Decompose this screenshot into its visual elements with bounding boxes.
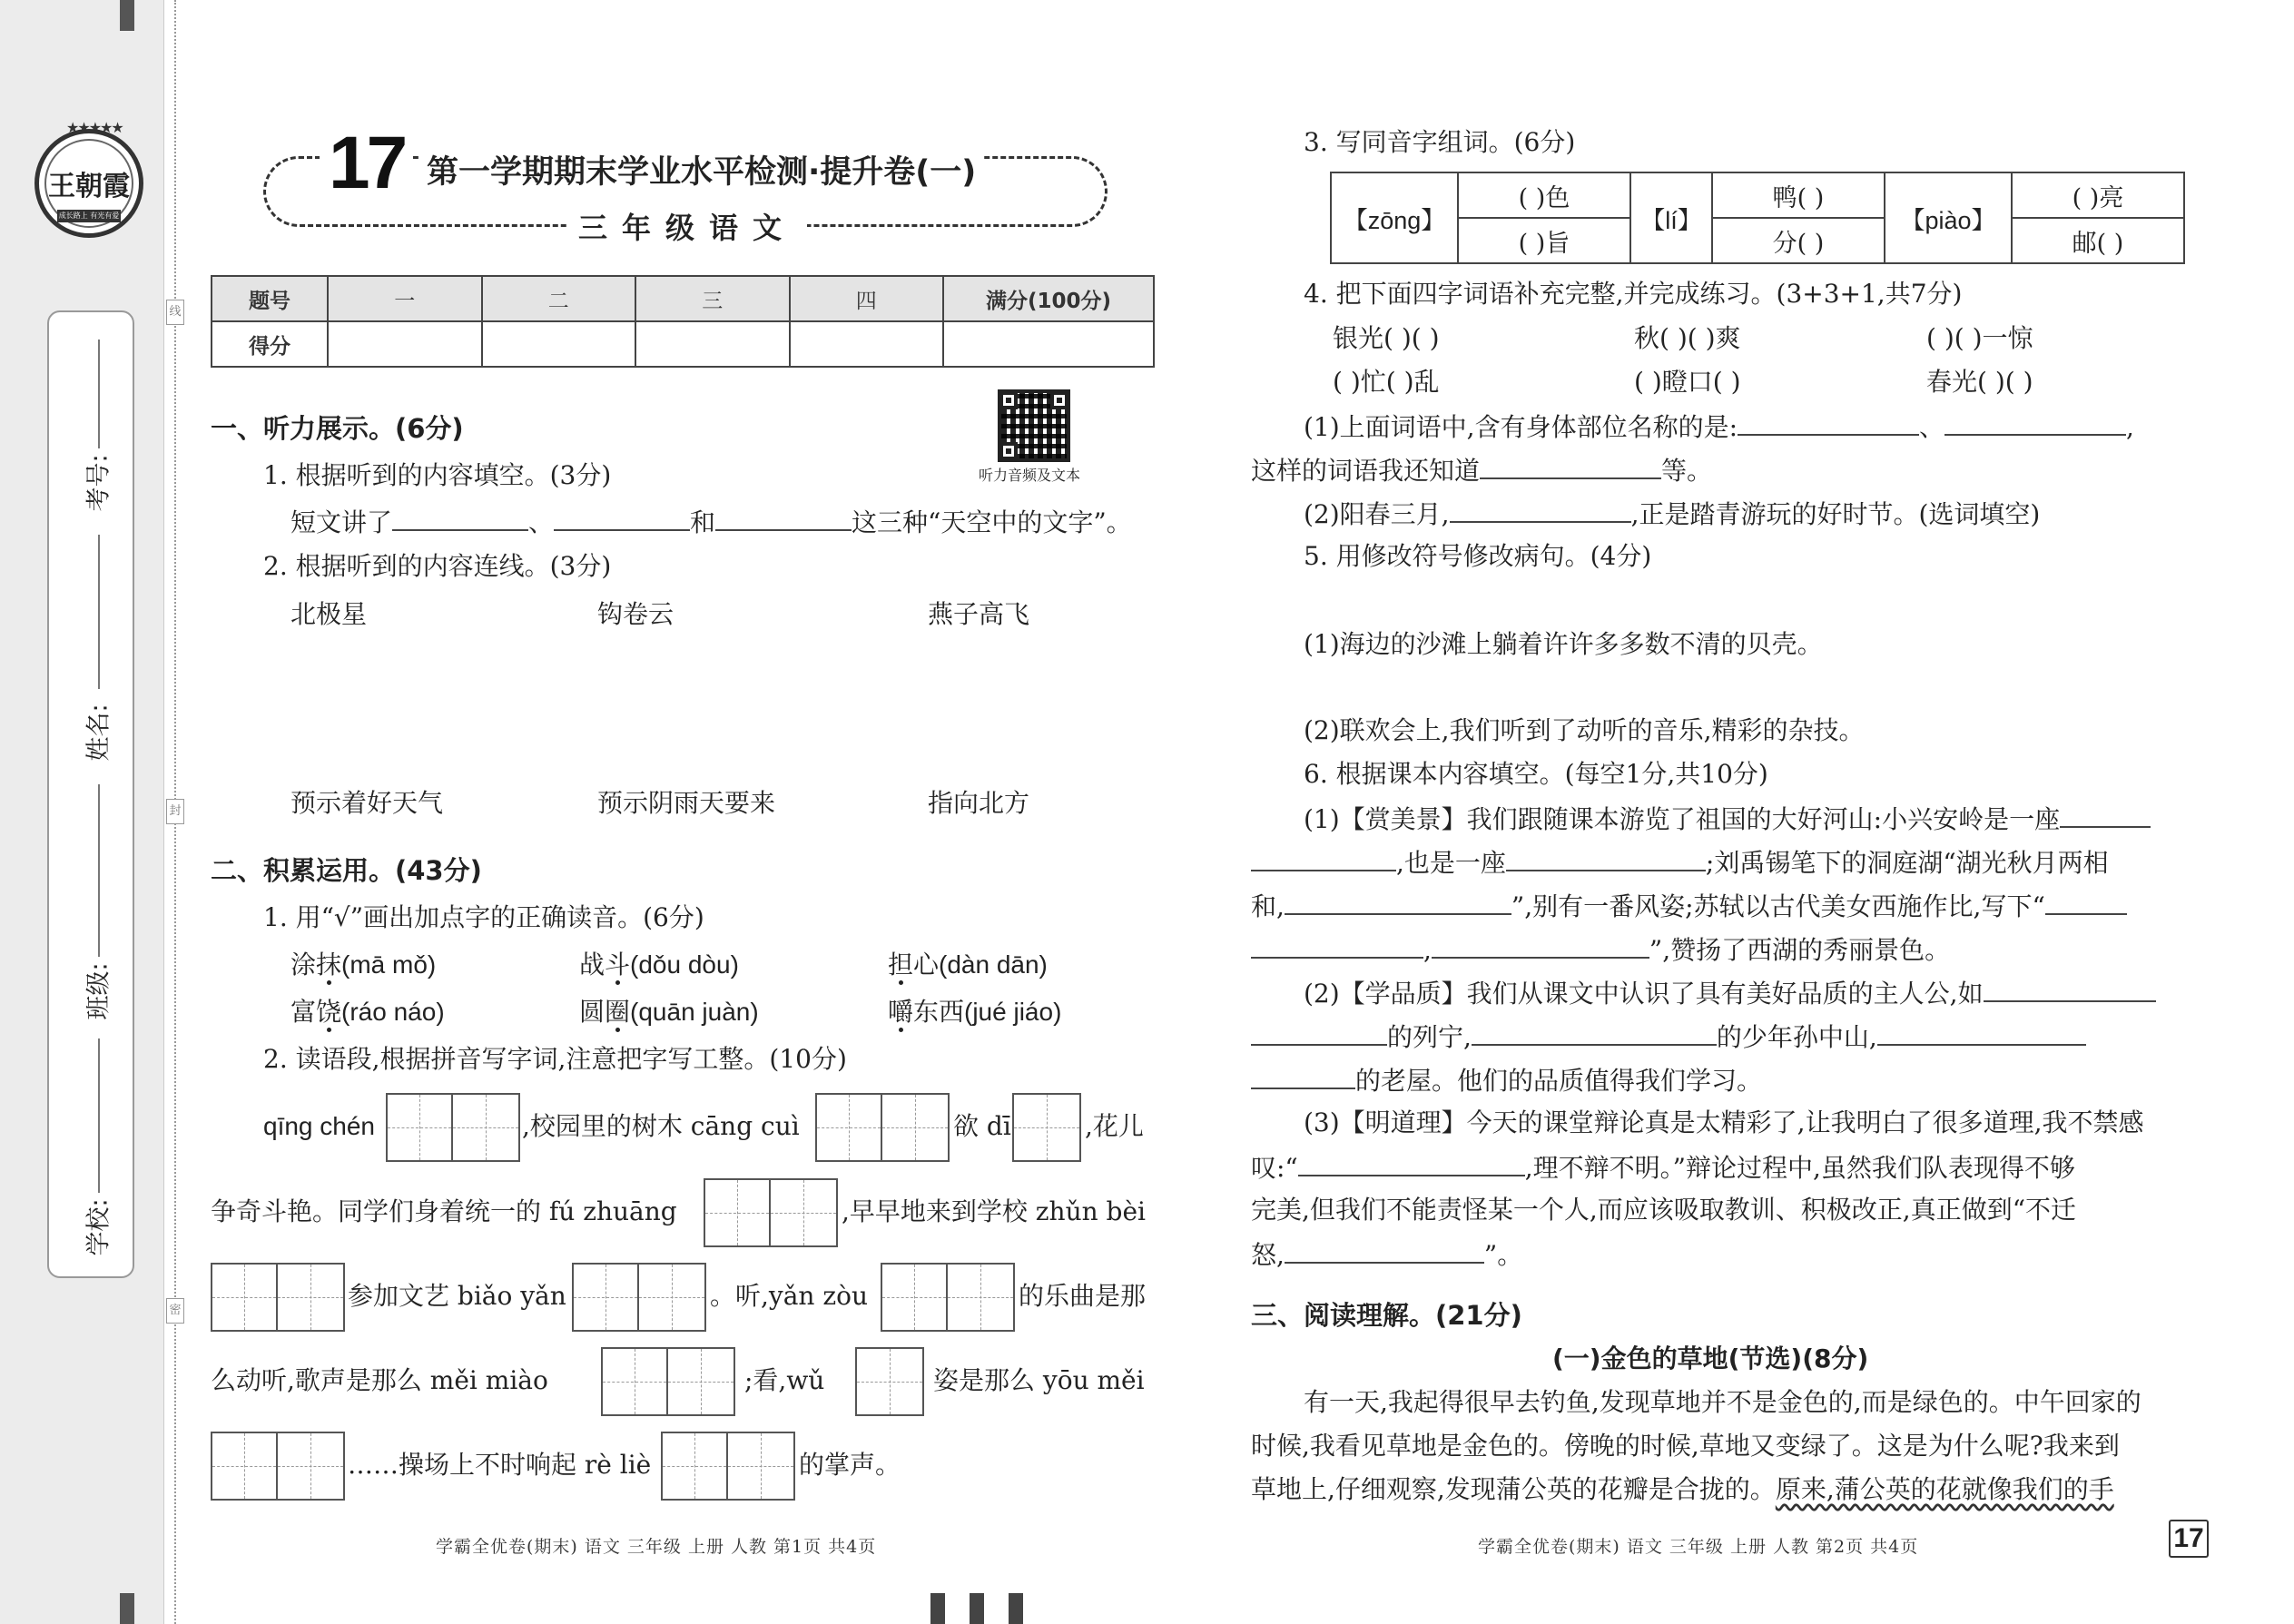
writing-grid[interactable] <box>881 1263 1015 1332</box>
homophone-table <box>1330 172 2185 264</box>
crown-icon: ★★★★★ <box>66 119 123 136</box>
pinyin-prompt: qīng chén <box>263 1112 375 1140</box>
answer-blank[interactable] <box>1298 1151 1525 1176</box>
fill-line: 和, ”,别有一番风姿;苏轼以古代美女西施作比,写下“ <box>1251 890 2127 922</box>
score-header-cell: 三 <box>635 276 790 321</box>
answer-blank[interactable] <box>1984 977 2156 1002</box>
homophone-key: 【lí】 <box>1630 172 1712 263</box>
match-item-top[interactable]: 北极星 <box>290 599 368 629</box>
answer-blank[interactable] <box>715 506 852 531</box>
homophone-cell[interactable]: 分( ) <box>1712 218 1885 263</box>
answer-blank[interactable] <box>554 506 690 531</box>
paper-number: 17 <box>320 121 413 206</box>
logo-band: 成长路上 有光有爱 <box>57 210 121 222</box>
fill-line: 短文讲了 、 和 这三种“天空中的文字”。 <box>290 507 1132 537</box>
score-input-cell[interactable] <box>328 321 482 367</box>
passage-text: 么动听,歌声是那么 měi miào <box>211 1365 548 1395</box>
answer-blank[interactable] <box>2045 890 2127 915</box>
homophone-cell[interactable]: 鸭( ) <box>1712 172 1885 218</box>
idiom-fill[interactable]: ( )( )一惊 <box>1926 323 2033 353</box>
fill-line: 完美,但我们不能责怪某一个人,而应该吸取教训、积极改正,真正做到“不迁 <box>1251 1195 2077 1225</box>
page-number-badge: 17 <box>2169 1520 2209 1558</box>
writing-grid[interactable] <box>1012 1093 1081 1162</box>
answer-blank[interactable] <box>1285 890 1511 915</box>
writing-grid[interactable] <box>572 1263 706 1332</box>
passage-text: ,花儿 <box>1085 1111 1144 1141</box>
passage-text: 欲 dī <box>953 1111 1011 1141</box>
fill-line: (2)阳春三月, ,正是踏青游玩的好时节。(选词填空) <box>1304 499 2041 529</box>
pinyin-choice[interactable]: 嚼东西(jué jiáo) <box>888 997 1062 1027</box>
passage-text: ,校园里的树木 cāng cuì <box>522 1111 800 1141</box>
score-header-cell: 题号 <box>212 276 328 321</box>
logo-text: 王朝霞 <box>48 171 130 202</box>
section-heading: 一、听力展示。(6分) <box>211 413 464 444</box>
seal-char: 线 <box>166 300 184 325</box>
writing-grid[interactable] <box>211 1432 345 1501</box>
crop-mark <box>1009 1593 1023 1624</box>
passage-text: ;看,wǔ <box>744 1365 825 1395</box>
idiom-fill[interactable]: ( )瞪口( ) <box>1634 367 1741 397</box>
score-header-cell: 一 <box>328 276 482 321</box>
idiom-fill[interactable]: 秋( )( )爽 <box>1634 323 1741 353</box>
fill-line: (1)【赏美景】我们跟随课本游览了祖国的大好河山:小兴安岭是一座 <box>1304 802 2151 835</box>
match-item-bottom[interactable]: 预示阴雨天要来 <box>597 788 776 818</box>
qr-code-icon[interactable] <box>998 389 1070 462</box>
crop-mark <box>930 1593 945 1624</box>
score-input-cell[interactable] <box>635 321 790 367</box>
student-info-box <box>47 310 134 1278</box>
pinyin-choice[interactable]: 涂抹(mā mǒ) <box>290 950 437 979</box>
score-header-cell: 二 <box>482 276 636 321</box>
write-line[interactable] <box>98 1038 100 1193</box>
writing-grid[interactable] <box>386 1093 520 1162</box>
fill-line: (3)【明道理】今天的课堂辩论真是太精彩了,让我明白了很多道理,我不禁感 <box>1304 1107 2144 1137</box>
qr-caption: 听力音频及文本 <box>979 467 1081 484</box>
answer-blank[interactable] <box>1944 410 2126 436</box>
score-input-cell[interactable] <box>790 321 944 367</box>
match-item-top[interactable]: 燕子高飞 <box>928 599 1030 629</box>
field-school: 学校: <box>84 1198 113 1256</box>
passage-text: ,早早地来到学校 zhǔn bèi <box>842 1196 1147 1226</box>
question-text: 3. 写同音字组词。(6分) <box>1304 127 1576 157</box>
match-item-top[interactable]: 钩卷云 <box>597 599 674 629</box>
field-exam-no: 考号: <box>84 454 113 512</box>
idiom-fill[interactable]: 银光( )( ) <box>1333 323 1440 353</box>
section-heading: 二、积累运用。(43分) <box>211 855 482 886</box>
page-footer: 学霸全优卷(期末) 语文 三年级 上册 人教 第1页 共4页 <box>436 1537 877 1557</box>
wavy-underlined-text: 原来,蒲公英的花就像我们的手 <box>1775 1474 2114 1504</box>
publisher-logo <box>34 119 143 238</box>
writing-grid[interactable] <box>601 1347 735 1416</box>
fill-line: (1)上面词语中,含有身体部位名称的是: 、 , <box>1304 412 2134 442</box>
fill-line: 的老屋。他们的品质值得我们学习。 <box>1251 1064 1762 1097</box>
answer-blank[interactable] <box>1450 497 1631 523</box>
score-header-cell: 满分(100分) <box>943 276 1154 321</box>
answer-blank[interactable] <box>1251 1020 1387 1046</box>
writing-grid[interactable] <box>855 1347 924 1416</box>
answer-blank[interactable] <box>1251 846 1396 871</box>
answer-blank[interactable] <box>1877 1020 2086 1046</box>
answer-blank[interactable] <box>1506 846 1706 871</box>
fill-line: ,也是一座 ;刘禹锡笔下的洞庭湖“湖光秋月两相 <box>1251 846 2109 879</box>
qr-finder <box>1050 391 1068 409</box>
page-footer: 学霸全优卷(期末) 语文 三年级 上册 人教 第2页 共4页 <box>1478 1537 1919 1557</box>
passage-text: 的乐曲是那 <box>1019 1281 1147 1311</box>
answer-blank[interactable] <box>1285 1238 1484 1264</box>
question-text: 1. 根据听到的内容填空。(3分) <box>263 460 612 490</box>
question-text: 6. 根据课本内容填空。(每空1分,共10分) <box>1304 759 1768 789</box>
passage-text: 争奇斗艳。同学们身着统一的 fú zhuāng <box>211 1196 677 1226</box>
reading-line: 草地上,仔细观察,发现蒲公英的花瓣是合拢的。原来,蒲公英的花就像我们的手 <box>1251 1474 2114 1504</box>
seal-char: 密 <box>166 1298 184 1324</box>
fill-line: (2)【学品质】我们从课文中认识了具有美好品质的主人公,如 <box>1304 977 2156 1009</box>
passage-text: ……操场上不时响起 rè liè <box>348 1450 652 1480</box>
fill-line: 的列宁, 的少年孙中山, <box>1251 1020 2086 1053</box>
score-row-label: 得分 <box>212 321 328 367</box>
homophone-cell[interactable]: 邮( ) <box>2012 218 2184 263</box>
write-line[interactable] <box>98 784 100 957</box>
pinyin-choice[interactable]: 圆圈(quān juàn) <box>579 997 759 1027</box>
field-name: 姓名: <box>84 704 113 762</box>
homophone-cell[interactable]: ( )亮 <box>2012 172 2184 218</box>
fill-line: , ”,赞扬了西湖的秀丽景色。 <box>1251 933 1950 966</box>
idiom-fill[interactable]: 春光( )( ) <box>1926 367 2033 397</box>
writing-grid[interactable] <box>704 1178 838 1247</box>
fill-line: 叹:“ ,理不辩不明。”辩论过程中,虽然我们队表现得不够 <box>1251 1153 2075 1183</box>
seal-char: 封 <box>166 799 184 824</box>
writing-grid[interactable] <box>661 1432 795 1501</box>
score-header-cell: 四 <box>790 276 944 321</box>
pinyin-choice[interactable]: 担心(dàn dān) <box>888 950 1048 979</box>
question-text: 2. 读语段,根据拼音写字词,注意把字写工整。(10分) <box>263 1044 847 1074</box>
page-subtitle: 三年级语文 <box>567 205 807 247</box>
idiom-fill[interactable]: ( )忙( )乱 <box>1333 367 1440 397</box>
qr-finder <box>999 391 1018 409</box>
write-line[interactable] <box>98 340 100 448</box>
answer-blank[interactable] <box>1251 1064 1355 1089</box>
fill-line: 这样的词语我还知道 等。 <box>1251 456 1713 486</box>
reading-line: 时候,我看见草地是金色的。傍晚的时候,草地又变绿了。这是为什么呢?我来到 <box>1251 1431 2120 1461</box>
question-text: 5. 用修改符号修改病句。(4分) <box>1304 541 1652 571</box>
field-class: 班级: <box>84 962 113 1020</box>
homophone-cell[interactable]: ( )旨 <box>1458 218 1630 263</box>
crop-mark <box>970 1593 984 1624</box>
match-item-bottom[interactable]: 预示着好天气 <box>290 788 444 818</box>
answer-blank[interactable] <box>2060 802 2151 828</box>
writing-grid[interactable] <box>815 1093 950 1162</box>
homophone-key: 【zōng】 <box>1331 172 1458 263</box>
homophone-cell[interactable]: ( )色 <box>1458 172 1630 218</box>
pinyin-choice[interactable]: 富饶(ráo náo) <box>290 997 445 1027</box>
answer-blank[interactable] <box>1738 410 1919 436</box>
crop-mark <box>120 0 134 31</box>
fill-line: 怒, ”。 <box>1251 1240 1523 1270</box>
question-text: 4. 把下面四字词语补充完整,并完成练习。(3+3+1,共7分) <box>1304 279 1963 309</box>
answer-blank[interactable] <box>1432 933 1649 959</box>
passage-text: 。听,yǎn zòu <box>710 1281 868 1311</box>
qr-finder <box>999 442 1018 460</box>
score-input-cell[interactable] <box>482 321 636 367</box>
question-text: 2. 根据听到的内容连线。(3分) <box>263 551 612 581</box>
answer-blank[interactable] <box>1480 454 1661 479</box>
sentence-to-edit[interactable]: (1)海边的沙滩上躺着许许多多数不清的贝壳。 <box>1304 629 1823 659</box>
page-title: 第一学期期末学业水平检测·提升卷(一) <box>419 147 983 192</box>
passage-text: 的掌声。 <box>799 1450 901 1480</box>
pinyin-choice[interactable]: 战斗(dǒu dòu) <box>579 950 739 979</box>
score-table <box>211 275 1155 368</box>
match-item-bottom[interactable]: 指向北方 <box>928 788 1030 818</box>
passage-text: 参加文艺 biǎo yǎn <box>348 1281 566 1311</box>
reading-line: 有一天,我起得很早去钓鱼,发现草地并不是金色的,而是绿色的。中午回家的 <box>1304 1387 2141 1417</box>
answer-blank[interactable] <box>1472 1020 1717 1046</box>
passage-text: 姿是那么 yōu měi <box>933 1365 1145 1395</box>
answer-blank[interactable] <box>1251 933 1423 959</box>
crop-mark <box>120 1593 134 1624</box>
sentence-to-edit[interactable]: (2)联欢会上,我们听到了动听的音乐,精彩的杂技。 <box>1304 715 1865 745</box>
homophone-key: 【piào】 <box>1885 172 2012 263</box>
question-text: 1. 用“√”画出加点字的正确读音。(6分) <box>263 902 704 932</box>
score-input-cell[interactable] <box>943 321 1154 367</box>
reading-title: (一)金色的草地(节选)(8分) <box>1552 1343 1869 1373</box>
answer-blank[interactable] <box>392 506 528 531</box>
section-heading: 三、阅读理解。(21分) <box>1251 1300 1522 1331</box>
write-line[interactable] <box>98 535 100 689</box>
writing-grid[interactable] <box>211 1263 345 1332</box>
